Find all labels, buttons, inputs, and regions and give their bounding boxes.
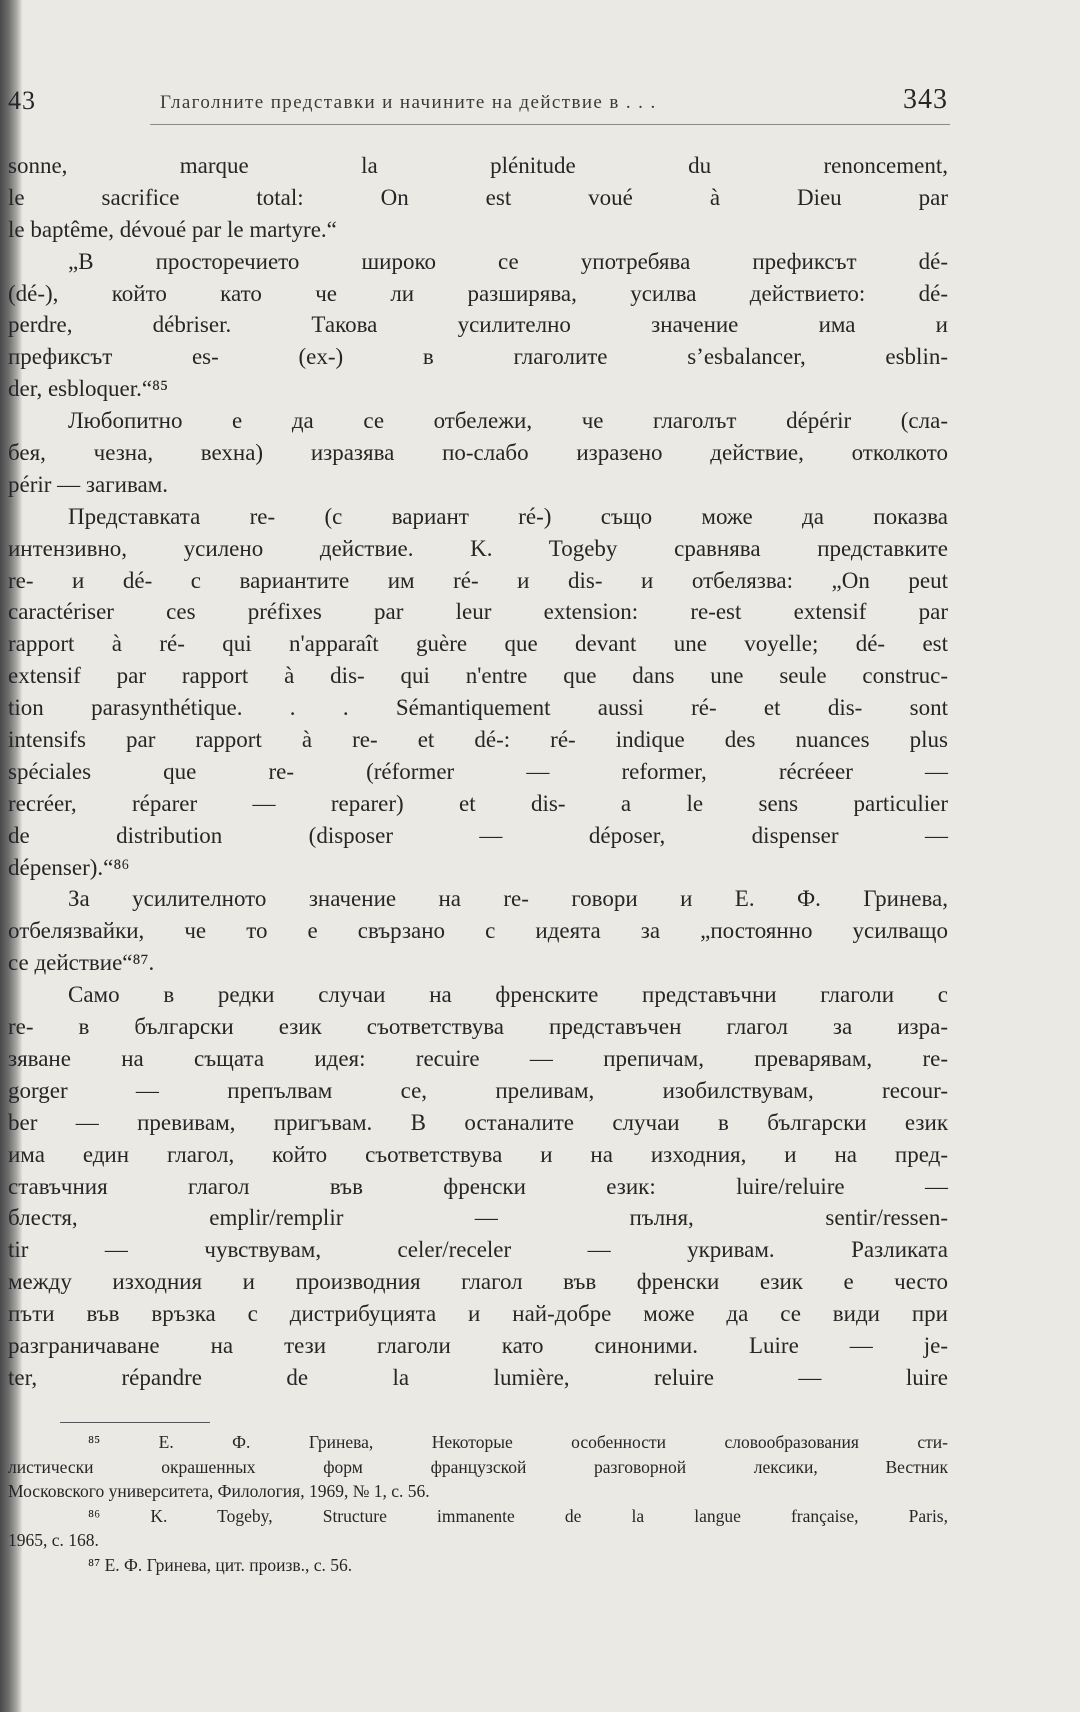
footnote-line: 1965, с. 168.: [8, 1530, 99, 1551]
text-line: бея, чезна, вехна) изразява по-слабо изразено действие, отколкото: [8, 440, 948, 466]
text-line: ber — превивам, пригъвам. В останалите случаи в български език: [8, 1109, 948, 1135]
text-line: tion parasynthétique. . . Sémantiquement aussi ré- et dis- sont: [8, 695, 948, 721]
text-line: между изходния и производния глагол във френски език е често: [8, 1269, 948, 1295]
text-line: spéciales que re- (réformer — reformer, récréeer —: [8, 758, 948, 784]
previous-page-number: 43: [8, 86, 36, 115]
text-line: re- в български език съответствува представъчен глагол за изра-: [8, 1014, 948, 1040]
text-line: ter, répandre de la lumière, reluire — luire: [8, 1364, 948, 1390]
text-line: intensifs par rapport à re- et dé-: ré- indique des nuances plus: [8, 727, 948, 753]
text-line: périr — загивам.: [8, 471, 169, 497]
text-line: Любопитно е да се отбележи, че глаголът dépérir (сла-: [68, 408, 948, 434]
text-line: За усилителното значение на re- говори и Е. Ф. Гринева,: [68, 886, 948, 912]
text-line: tir — чувствувам, celer/receler — укривам. Разликата: [8, 1237, 948, 1263]
text-line: интензивно, усилено действие. K. Togeby сравнява представките: [8, 535, 948, 561]
text-line: отбелязвайки, че то е свързано с идеята за „постоянно усилващо: [8, 918, 948, 944]
footnote-line: ⁸⁵ Е. Ф. Гринева, Некоторые особенности словообразования сти-: [88, 1432, 948, 1452]
footnote-rule: [60, 1422, 210, 1423]
page-number: 343: [903, 84, 948, 115]
text-line: префиксът es- (ex-) в глаголите s’esbalancer, esblin-: [8, 344, 948, 370]
text-line: extensif par rapport à dis- qui n'entre que dans une seule construc-: [8, 663, 948, 689]
footnote-line: ⁸⁷ Е. Ф. Гринева, цит. произв., с. 56.: [88, 1554, 353, 1575]
footnote-line: листически окрашенных форм французской разговорной лексики, Вестник: [8, 1456, 948, 1477]
text-line: rapport à ré- qui n'apparaît guère que devant une voyelle; dé- est: [8, 631, 948, 657]
running-title: Глаголните представки и начините на действие в . . .: [160, 92, 657, 113]
text-line: разграничаване на тези глаголи като синоними. Luire — je-: [8, 1332, 948, 1358]
text-line: der, esbloquer.“⁸⁵: [8, 376, 169, 402]
text-line: le sacrifice total: On est voué à Dieu par: [8, 184, 948, 210]
text-line: de distribution (disposer — déposer, dispenser —: [8, 822, 948, 848]
text-line: ставъчния глагол във френски език: luire/reluire —: [8, 1173, 948, 1199]
text-line: има един глагол, който съответствува и на изходния, и на пред-: [8, 1141, 948, 1167]
text-line: пъти във връзка с дистрибуцията и най-добре може да се види при: [8, 1301, 948, 1327]
text-line: се действие“⁸⁷.: [8, 950, 155, 976]
text-line: perdre, débriser. Такова усилително значение има и: [8, 312, 948, 338]
text-line: Само в редки случаи на френските представъчни глаголи с: [68, 982, 948, 1008]
text-line: (dé-), който като че ли разширява, усилва действието: dé-: [8, 280, 948, 306]
text-line: recréer, réparer — reparer) et dis- a le sens particulier: [8, 790, 948, 816]
text-line: зяване на същата идея: recuire — препичам, преварявам, re-: [8, 1045, 948, 1071]
text-line: sonne, marque la plénitude du renoncement,: [8, 153, 948, 178]
footnote-line: ⁸⁶ K. Togeby, Structure immanente de la langue française, Paris,: [88, 1505, 948, 1526]
running-head: [8, 82, 948, 122]
text-line: блестя, emplir/remplir — пълня, sentir/ressen-: [8, 1205, 948, 1231]
text-line: gorger — препълвам се, преливам, изобилствувам, recour-: [8, 1077, 948, 1103]
text-line: le baptême, dévoué par le martyre.“: [8, 216, 337, 242]
text-line: dépenser).“⁸⁶: [8, 854, 130, 880]
header-rule: [150, 124, 950, 125]
footnotes: [8, 1430, 948, 1578]
text-line: „В просторечието широко се употребява префиксът dé-: [68, 248, 948, 274]
text-line: caractériser ces préfixes par leur extension: re-est extensif par: [8, 599, 948, 625]
text-line: Представката re- (с вариант ré-) също може да показва: [68, 503, 948, 529]
text-line: re- и dé- с вариантите им ré- и dis- и отбелязва: „On peut: [8, 567, 948, 593]
body-text: [8, 150, 948, 1394]
footnote-line: Московского университета, Филология, 1969, № 1, с. 56.: [8, 1481, 430, 1502]
